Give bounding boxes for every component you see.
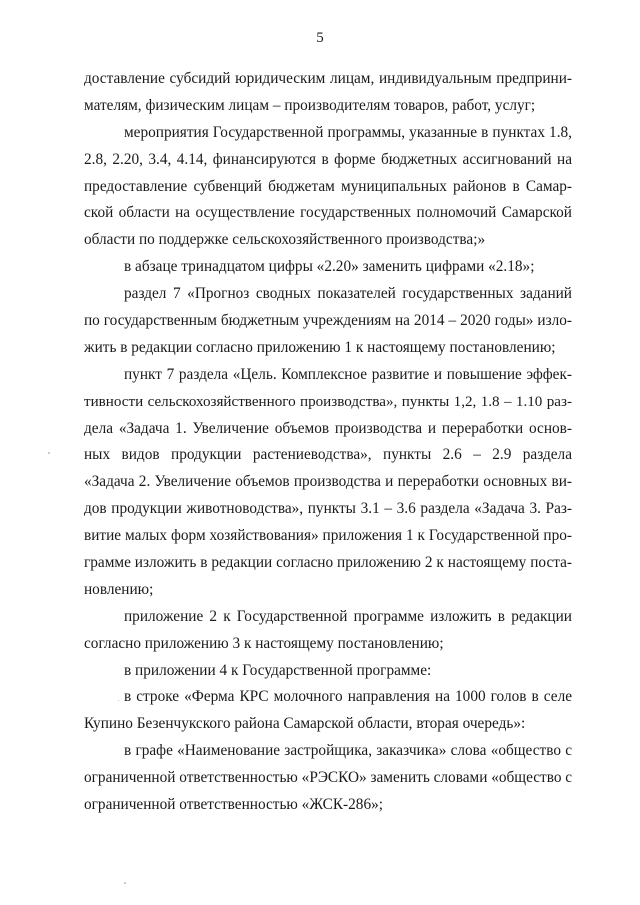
text-line: ограниченной ответственностью «РЭСКО» заменить словами «общество с bbox=[84, 769, 572, 787]
text-line: жить в редакции согласно приложению 1 к настоящему постановлению; bbox=[84, 338, 556, 356]
paragraph bbox=[84, 66, 572, 120]
paragraph bbox=[84, 281, 572, 362]
scan-speck bbox=[118, 700, 119, 701]
paragraph bbox=[84, 254, 572, 281]
text-line: 2.8, 2.20, 3.4, 4.14, финансируются в форме бюджетных ассигнований на bbox=[84, 150, 572, 168]
text-line: мероприятия Государственной программы, указанные в пунктах 1.8, bbox=[124, 123, 572, 141]
text-line: предоставление субвенций бюджетам муниципальных районов в Самар- bbox=[84, 177, 572, 195]
paragraph bbox=[84, 738, 572, 819]
paragraph bbox=[84, 120, 572, 254]
paragraph bbox=[84, 362, 572, 604]
text-line: мателям, физическим лицам – производителям товаров, работ, услуг; bbox=[84, 96, 536, 114]
text-line: Купино Безенчукского района Самарской области, вторая очередь»: bbox=[84, 715, 526, 733]
text-line: по государственным бюджетным учреждениям на 2014 – 2020 годы» изло- bbox=[84, 312, 572, 330]
paragraph bbox=[84, 604, 572, 658]
text-line: ской области на осуществление государственных полномочий Самарской bbox=[84, 204, 572, 222]
text-line: «Задача 2. Увеличение объемов производства и переработки основных ви- bbox=[84, 473, 572, 491]
document-body bbox=[84, 66, 572, 819]
text-line: области по поддержке сельскохозяйственного производства;» bbox=[84, 231, 486, 249]
text-line: витие малых форм хозяйствования» приложения 1 к Государственной про- bbox=[84, 527, 572, 545]
text-line: тивности сельскохозяйственного производства», пункты 1,2, 1.8 – 1.10 раз- bbox=[84, 393, 572, 410]
text-line: новлению; bbox=[84, 580, 154, 598]
text-line: приложение 2 к Государственной программе изложить в редакции bbox=[124, 607, 572, 625]
paragraph bbox=[84, 684, 572, 738]
text-line: раздел 7 «Прогноз сводных показателей государственных заданий bbox=[124, 285, 572, 303]
text-line: в приложении 4 к Государственной программе: bbox=[124, 661, 432, 679]
text-line: в строке «Ферма КРС молочного направления на 1000 голов в селе bbox=[124, 688, 572, 706]
scan-speck bbox=[124, 882, 126, 884]
text-line: грамме изложить в редакции согласно приложению 2 к настоящему поста- bbox=[84, 554, 572, 572]
page-number: 5 bbox=[316, 30, 324, 46]
text-line: согласно приложению 3 к настоящему постановлению; bbox=[84, 634, 444, 652]
paragraph bbox=[84, 658, 572, 685]
text-line: в абзаце тринадцатом цифры «2.20» заменить цифрами «2.18»; bbox=[124, 258, 535, 276]
text-line: ограниченной ответственностью «ЖСК-286»; bbox=[84, 796, 383, 814]
text-line: дела «Задача 1. Увеличение объемов производства и переработки основ- bbox=[84, 419, 572, 437]
text-line: доставление субсидий юридическим лицам, индивидуальным предприни- bbox=[84, 70, 572, 87]
text-line: в графе «Наименование застройщика, заказчика» слова «общество с bbox=[124, 742, 572, 760]
scan-speck bbox=[48, 452, 50, 454]
text-line: дов продукции животноводства», пункты 3.1 – 3.6 раздела «Задача 3. Раз- bbox=[84, 500, 572, 518]
text-line: ных видов продукции растениеводства», пункты 2.6 – 2.9 раздела bbox=[84, 446, 572, 464]
text-line: пункт 7 раздела «Цель. Комплексное развитие и повышение эффек- bbox=[124, 365, 572, 383]
